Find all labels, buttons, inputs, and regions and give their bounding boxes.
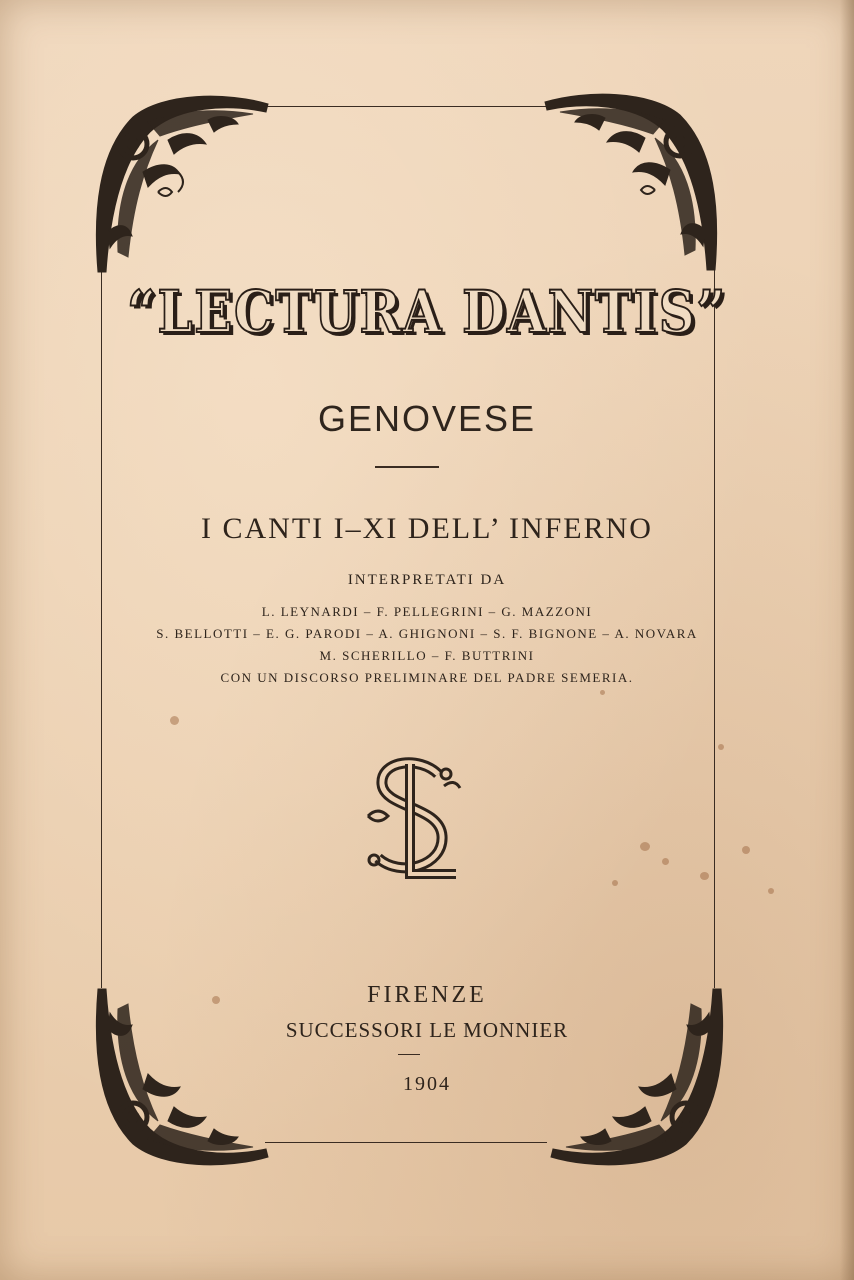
foxing-stain [768,888,774,894]
publisher-name: SUCCESSORI LE MONNIER [285,1018,569,1042]
foxing-stain [662,858,669,865]
corner-ornament-icon [540,90,725,275]
publication-place: FIRENZE [367,982,487,1008]
foxing-stain [742,846,750,854]
foxing-stain [600,690,605,695]
frame-line-top [265,106,547,107]
frame-line-bottom [265,1142,547,1143]
authors-line-2: S. BELLOTTI – E. G. PARODI – A. GHIGNONI – S. F. BIGNONE – A. NOVARA [156,626,698,641]
title-divider [375,466,439,468]
contents-heading: I CANTI I–XI DELL’ INFERNO [201,512,653,545]
book-title: “LECTURA DANTIS” [127,278,727,346]
preface-note: CON UN DISCORSO PRELIMINARE DEL PADRE SEMERIA. [220,670,634,685]
corner-ornament-icon [88,92,273,277]
publication-year: 1904 [403,1073,451,1095]
authors-line-1: L. LEYNARDI – F. PELLEGRINI – G. MAZZONI [261,604,593,619]
publisher-divider [398,1054,420,1055]
foxing-stain [700,872,709,880]
authors-line-3: M. SCHERILLO – F. BUTTRINI [319,648,535,663]
foxing-stain [718,744,724,750]
sl-monogram-icon [360,756,470,886]
foxing-stain [170,716,179,725]
interpreted-by-label: INTERPRETATI DA [347,572,507,588]
foxing-stain [612,880,618,886]
foxing-stain [640,842,650,851]
book-subtitle: GENOVESE [317,398,537,439]
